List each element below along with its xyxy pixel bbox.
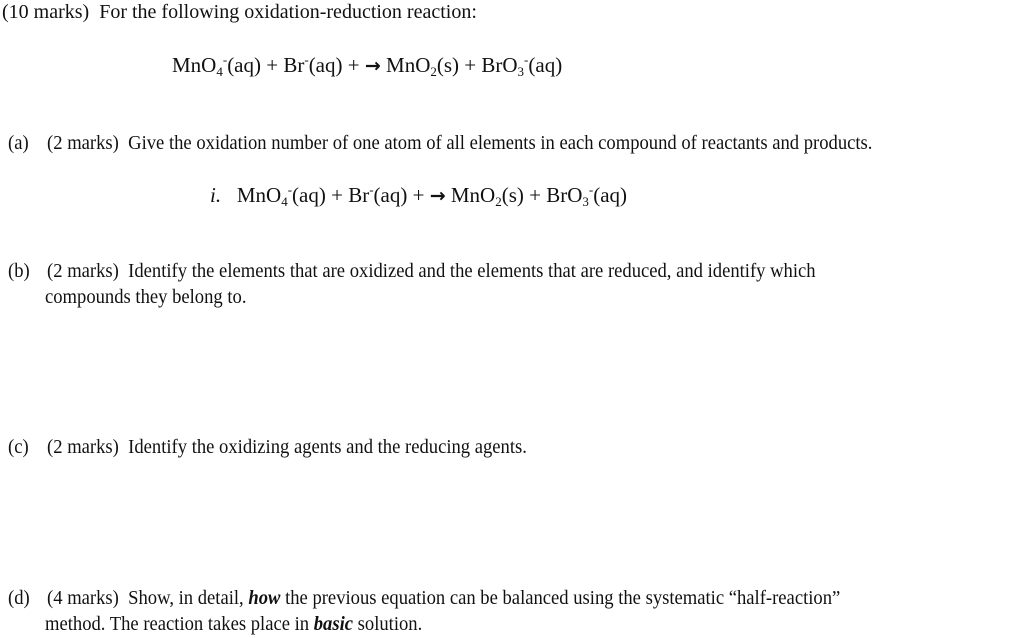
state: (aq) + <box>373 183 430 207</box>
product-1: MnO <box>445 183 496 207</box>
emphasis-basic: basic <box>313 613 354 635</box>
subscript: 4 <box>216 64 223 79</box>
subscript: 3 <box>582 194 589 209</box>
subscript: 4 <box>281 194 288 209</box>
part-a-line <box>8 131 872 155</box>
part-label: (c) <box>8 436 29 458</box>
part-text: compounds they belong to. <box>45 286 247 308</box>
product-2: BrO <box>481 53 518 77</box>
state: (aq) <box>528 53 563 77</box>
state: (s) + <box>501 183 547 207</box>
part-text: Show, in detail, <box>128 587 249 609</box>
part-text: method. The reaction takes place in <box>45 613 314 635</box>
part-label: (a) <box>8 132 29 154</box>
part-d-line-2 <box>45 612 422 636</box>
reactant-2: Br <box>348 183 370 207</box>
part-c-line <box>8 435 527 459</box>
state: (aq) + <box>308 53 365 77</box>
state: (aq) + <box>227 53 284 77</box>
state: (s) + <box>436 53 482 77</box>
item-number: i. <box>210 183 222 207</box>
product-1: MnO <box>380 53 431 77</box>
superscript: - <box>524 52 529 67</box>
product-2: BrO <box>546 183 583 207</box>
part-text: Give the oxidation number of one atom of all elements in each compound of reactants and products. <box>128 132 873 154</box>
part-label: (d) <box>8 587 30 609</box>
subscript: 2 <box>430 64 437 79</box>
subscript: 2 <box>495 194 502 209</box>
part-d-line-1 <box>8 586 840 610</box>
part-text: Identify the oxidizing agents and the reducing agents. <box>128 436 527 458</box>
superscript: - <box>588 182 594 197</box>
state: (aq) <box>593 183 628 207</box>
reactant-2: Br <box>283 53 305 77</box>
part-label: (b) <box>8 260 30 282</box>
part-text: solution. <box>353 613 423 635</box>
arrow-icon: → <box>364 55 381 77</box>
part-marks: (2 marks) <box>47 436 119 458</box>
part-text: Identify the elements that are oxidized and the elements that are reduced, and identify which <box>128 260 816 282</box>
reactant-1: MnO <box>172 53 217 77</box>
superscript: - <box>304 52 309 67</box>
superscript: - <box>222 52 228 67</box>
subscript: 3 <box>517 64 525 79</box>
reaction-equation <box>172 53 562 78</box>
intro-text: For the following oxidation-reduction reaction: <box>99 1 477 23</box>
emphasis-how: how <box>248 587 281 609</box>
state: (aq) + <box>292 183 349 207</box>
intro-line <box>2 0 477 24</box>
part-a-equation <box>210 183 627 208</box>
intro-marks: (10 marks) <box>2 1 90 23</box>
arrow-icon: → <box>429 185 446 207</box>
part-marks: (2 marks) <box>47 260 119 282</box>
part-marks: (4 marks) <box>47 587 119 609</box>
part-marks: (2 marks) <box>47 132 119 154</box>
superscript: - <box>287 182 293 197</box>
part-b-line-2 <box>45 285 246 309</box>
part-b-line-1 <box>8 259 816 283</box>
part-text: the previous equation can be balanced using the systematic “half-reaction” <box>280 587 841 609</box>
reactant-1: MnO <box>236 183 282 207</box>
superscript: - <box>369 182 374 197</box>
